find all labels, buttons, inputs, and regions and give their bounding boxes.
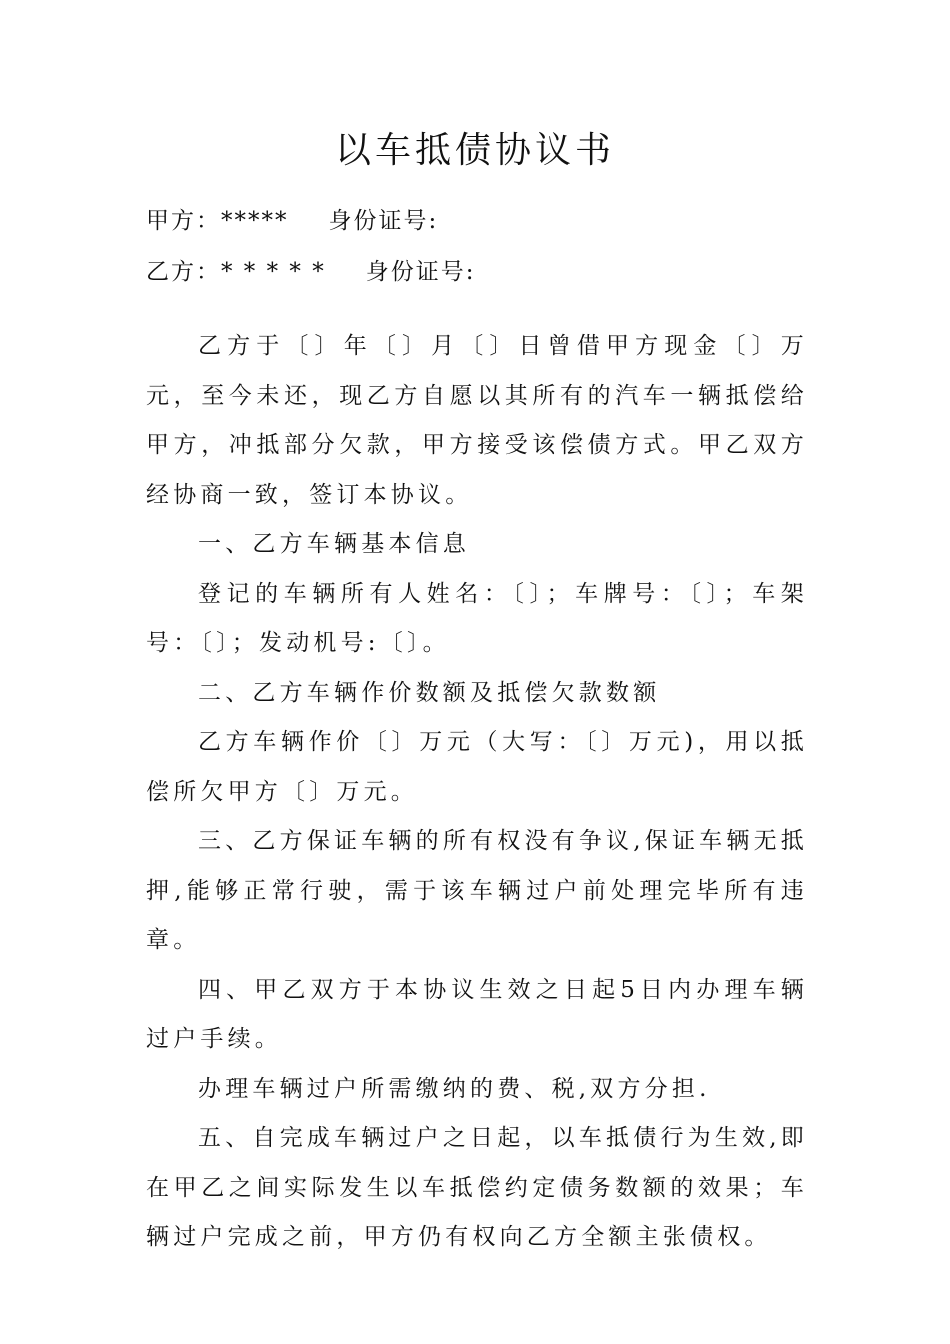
- party-a-name: *****: [221, 208, 289, 234]
- paragraph-fees: 办理车辆过户所需缴纳的费、税,双方分担.: [198, 1075, 711, 1102]
- section-heading-valuation: 二、乙方车辆作价数额及抵偿欠款数额: [198, 679, 661, 706]
- paragraph-intro: 乙方于〔〕年〔〕月〔〕日曾借甲方现金〔〕万元，至今未还，现乙方自愿以其所有的汽车一辆抵偿给甲方，冲抵部分欠款，甲方接受该偿债方式。甲乙双方经协商一致，签订本协议。: [146, 333, 808, 508]
- party-b-label: 乙方：: [146, 259, 221, 285]
- paragraph-valuation: 乙方车辆作价〔〕万元（大写：〔〕万元)，用以抵偿所欠甲方〔〕万元。: [146, 729, 808, 805]
- agreement-body: [146, 322, 808, 1263]
- party-a-id-label: 身份证号:: [328, 208, 439, 234]
- paragraph-effectiveness: 五、自完成车辆过户之日起，以车抵债行为生效,即在甲乙之间实际发生以车抵偿约定债务数额的效果；车辆过户完成之前，甲方仍有权向乙方全额主张债权。: [146, 1125, 808, 1250]
- section-heading-vehicle-info: 一、乙方车辆基本信息: [198, 531, 470, 557]
- party-b-name: * * * * *: [221, 259, 326, 285]
- paragraph-ownership-guarantee: 三、乙方保证车辆的所有权没有争议,保证车辆无抵押,能够正常行驶，需于该车辆过户前处理完毕所有违章。: [146, 828, 808, 953]
- paragraph-transfer-deadline: 四、甲乙双方于本协议生效之日起5日内办理车辆过户手续。: [146, 976, 808, 1052]
- party-a-label: 甲方：: [146, 208, 221, 234]
- paragraph-vehicle-info: 登记的车辆所有人姓名：〔〕；车牌号：〔〕；车架号：〔〕；发动机号:〔〕。: [146, 580, 808, 656]
- party-b-id-label: 身份证号:: [365, 259, 476, 285]
- party-b-line: [146, 257, 476, 287]
- party-a-line: [146, 206, 438, 236]
- document-title: 以车抵债协议书: [334, 130, 615, 171]
